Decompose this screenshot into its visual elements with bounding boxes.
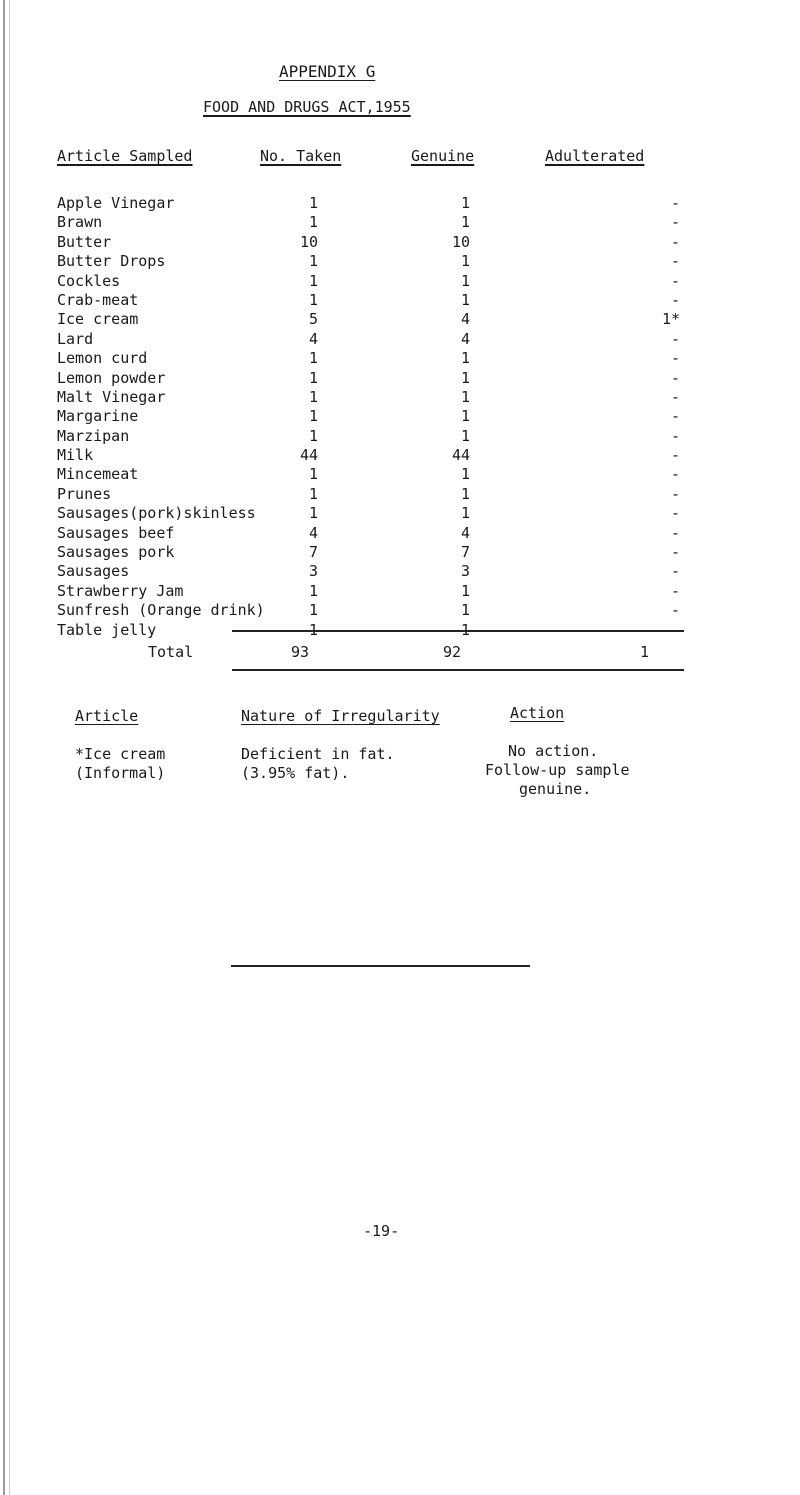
cell-no-taken: 1 xyxy=(308,252,318,271)
table-row xyxy=(0,388,800,407)
table-row xyxy=(0,330,800,349)
cell-genuine: 1 xyxy=(460,271,470,290)
table-row xyxy=(0,369,800,388)
cell-no-taken: 1 xyxy=(308,213,318,232)
cell-genuine: 1 xyxy=(460,387,470,406)
irregularity-article-line: (Informal) xyxy=(75,764,166,782)
table-row xyxy=(0,310,800,329)
irregularity-article-line: *Ice cream xyxy=(75,745,166,763)
cell-article: Margarine xyxy=(57,407,139,426)
cell-adulterated: - xyxy=(670,465,680,484)
cell-no-taken: 3 xyxy=(308,562,318,581)
cell-no-taken: 1 xyxy=(308,194,318,212)
cell-no-taken: 4 xyxy=(308,329,318,348)
cell-adulterated: - xyxy=(670,523,680,542)
cell-genuine: 1 xyxy=(460,426,470,445)
act-heading: FOOD AND DRUGS ACT,1955 xyxy=(203,98,411,116)
col-header-article-sampled: Article Sampled xyxy=(57,147,193,165)
irregularity-col-article: Article xyxy=(75,707,139,725)
total-taken: 93 xyxy=(291,643,310,661)
cell-article: Malt Vinegar xyxy=(57,387,166,406)
appendix-heading: APPENDIX G xyxy=(279,62,376,81)
total-genuine: 92 xyxy=(443,643,462,661)
irregularity-article-cell xyxy=(75,745,165,783)
cell-adulterated: - xyxy=(670,407,680,426)
table-row xyxy=(0,465,800,484)
cell-genuine: 1 xyxy=(460,484,470,503)
cell-no-taken: 5 xyxy=(308,310,318,329)
cell-adulterated: - xyxy=(670,601,680,620)
table-row xyxy=(0,291,800,310)
cell-no-taken: 1 xyxy=(308,349,318,368)
cell-no-taken: 1 xyxy=(308,407,318,426)
irregularity-action-line: genuine. xyxy=(519,780,592,798)
col-header-adulterated: Adulterated xyxy=(545,147,645,165)
cell-no-taken: 1 xyxy=(308,601,318,620)
cell-genuine: 3 xyxy=(460,562,470,581)
cell-genuine: 1 xyxy=(460,194,470,212)
cell-no-taken: 44 xyxy=(299,446,318,465)
cell-no-taken: 1 xyxy=(308,504,318,523)
cell-adulterated: - xyxy=(670,484,680,503)
cell-article: Lemon curd xyxy=(57,349,148,368)
cell-no-taken: 1 xyxy=(308,271,318,290)
irregularity-action-line: No action. xyxy=(508,742,599,760)
cell-article: Prunes xyxy=(57,484,112,503)
cell-adulterated: - xyxy=(670,194,680,212)
cell-genuine: 1 xyxy=(460,349,470,368)
cell-article: Lard xyxy=(57,329,94,348)
table-row xyxy=(0,562,800,581)
cell-article: Table jelly xyxy=(57,620,157,639)
cell-genuine: 4 xyxy=(460,310,470,329)
cell-adulterated: - xyxy=(670,271,680,290)
table-row xyxy=(0,407,800,426)
cell-article: Sausages beef xyxy=(57,523,175,542)
cell-article: Ice cream xyxy=(57,310,139,329)
cell-genuine: 1 xyxy=(460,213,470,232)
cell-adulterated: - xyxy=(670,252,680,271)
cell-genuine: 10 xyxy=(451,232,470,251)
cell-adulterated: - xyxy=(670,349,680,368)
table-row xyxy=(0,272,800,291)
cell-adulterated: - xyxy=(670,329,680,348)
cell-article: Marzipan xyxy=(57,426,130,445)
cell-article: Sausages pork xyxy=(57,543,175,562)
irregularity-action-cell xyxy=(485,742,630,799)
samples-table-body xyxy=(0,194,800,640)
cell-genuine: 1 xyxy=(460,252,470,271)
table-row xyxy=(0,504,800,523)
cell-adulterated: - xyxy=(670,543,680,562)
cell-article: Milk xyxy=(57,446,94,465)
cell-no-taken: 4 xyxy=(308,523,318,542)
cell-genuine: 4 xyxy=(460,523,470,542)
cell-no-taken: 1 xyxy=(308,387,318,406)
irregularity-nature-cell xyxy=(241,745,395,783)
irregularity-nature-line: Deficient in fat. xyxy=(241,745,395,763)
cell-article: Mincemeat xyxy=(57,465,139,484)
cell-genuine: 1 xyxy=(460,407,470,426)
cell-no-taken: 1 xyxy=(308,426,318,445)
table-row xyxy=(0,524,800,543)
cell-article: Sunfresh (Orange drink) xyxy=(57,601,265,620)
total-rule-top xyxy=(232,630,684,632)
table-row xyxy=(0,233,800,252)
cell-article: Strawberry Jam xyxy=(57,581,184,600)
cell-adulterated: - xyxy=(670,290,680,309)
cell-no-taken: 1 xyxy=(308,368,318,387)
cell-genuine: 1 xyxy=(460,368,470,387)
cell-article: Butter xyxy=(57,232,112,251)
cell-adulterated: - xyxy=(670,368,680,387)
cell-article: Lemon powder xyxy=(57,368,166,387)
col-header-no-taken: No. Taken xyxy=(260,147,342,165)
cell-genuine: 1 xyxy=(460,290,470,309)
table-row xyxy=(0,252,800,271)
total-adulterated: 1 xyxy=(640,643,650,661)
cell-adulterated: 1* xyxy=(661,310,680,329)
irregularity-action-line: Follow-up sample xyxy=(485,761,630,779)
table-row xyxy=(0,601,800,620)
cell-no-taken: 1 xyxy=(308,290,318,309)
cell-article: Apple Vinegar xyxy=(57,194,175,212)
table-row xyxy=(0,543,800,562)
cell-adulterated: - xyxy=(670,504,680,523)
cell-article: Butter Drops xyxy=(57,252,166,271)
page-number: -19- xyxy=(363,1222,400,1240)
table-row xyxy=(0,582,800,601)
cell-genuine: 1 xyxy=(460,601,470,620)
total-rule-bottom xyxy=(232,669,684,671)
section-end-rule xyxy=(231,965,530,967)
cell-genuine: 1 xyxy=(460,504,470,523)
cell-adulterated: - xyxy=(670,446,680,465)
cell-adulterated: - xyxy=(670,213,680,232)
total-label: Total xyxy=(148,643,194,661)
table-row xyxy=(0,194,800,213)
cell-article: Sausages(pork)skinless xyxy=(57,504,256,523)
cell-adulterated: - xyxy=(670,426,680,445)
cell-article: Crab-meat xyxy=(57,290,139,309)
irregularity-nature-line: (3.95% fat). xyxy=(241,764,350,782)
cell-genuine: 4 xyxy=(460,329,470,348)
cell-no-taken: 10 xyxy=(299,232,318,251)
cell-adulterated: - xyxy=(670,581,680,600)
cell-no-taken: 7 xyxy=(308,543,318,562)
cell-genuine: 1 xyxy=(460,465,470,484)
cell-no-taken: 1 xyxy=(308,465,318,484)
irregularity-col-action: Action xyxy=(510,704,565,722)
cell-genuine: 7 xyxy=(460,543,470,562)
cell-article: Sausages xyxy=(57,562,130,581)
cell-genuine: 44 xyxy=(451,446,470,465)
cell-genuine: 1 xyxy=(460,581,470,600)
cell-article: Brawn xyxy=(57,213,103,232)
cell-adulterated: - xyxy=(670,387,680,406)
cell-no-taken: 1 xyxy=(308,484,318,503)
table-row xyxy=(0,427,800,446)
table-row xyxy=(0,446,800,465)
table-row xyxy=(0,485,800,504)
table-row xyxy=(0,213,800,232)
cell-adulterated: - xyxy=(670,562,680,581)
cell-adulterated: - xyxy=(670,232,680,251)
cell-no-taken: 1 xyxy=(308,581,318,600)
cell-article: Cockles xyxy=(57,271,121,290)
irregularity-col-nature: Nature of Irregularity xyxy=(241,707,440,725)
table-row xyxy=(0,349,800,368)
col-header-genuine: Genuine xyxy=(411,147,475,165)
